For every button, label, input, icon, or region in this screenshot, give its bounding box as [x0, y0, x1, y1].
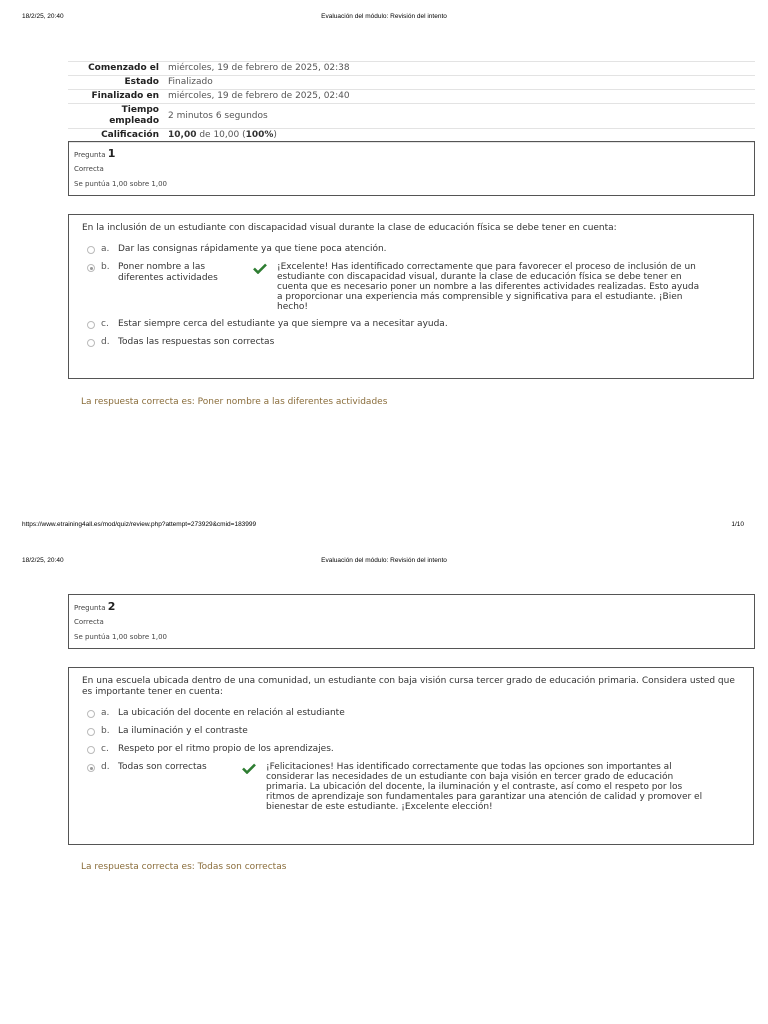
- answer-option[interactable]: [82, 319, 739, 330]
- question-content-box: [68, 667, 754, 845]
- summary-value: miércoles, 19 de febrero de 2025, 02:40: [164, 90, 755, 104]
- answer-option-selected[interactable]: [82, 262, 739, 312]
- answer-option[interactable]: [82, 337, 739, 348]
- summary-row: [68, 90, 755, 104]
- answer-option[interactable]: [82, 744, 739, 755]
- question-number-value: 1: [107, 147, 116, 160]
- print-date: 18/2/25, 20:40: [22, 557, 64, 564]
- summary-label: Estado: [68, 76, 164, 90]
- answer-text: La ubicación del docente en relación al estudiante: [118, 708, 345, 718]
- summary-label: Calificación: [68, 129, 164, 143]
- answer-option[interactable]: [82, 708, 739, 719]
- print-title: Evaluación del módulo: Revisión del intento: [321, 13, 447, 20]
- question-text: En la inclusión de un estudiante con discapacidad visual durante la clase de educación física se debe tener en cuenta:: [82, 223, 617, 233]
- radio-icon[interactable]: [87, 339, 95, 347]
- question-grade: Se puntúa 1,00 sobre 1,00: [74, 180, 168, 188]
- answer-text: Estar siempre cerca del estudiante ya que siempre va a necesitar ayuda.: [118, 319, 448, 329]
- radio-icon[interactable]: [87, 246, 95, 254]
- radio-icon[interactable]: [87, 264, 95, 272]
- answer-feedback: ¡Excelente! Has identificado correctamente que para favorecer el proceso de inclusión de un estudiante con discapacidad visual, durante la clase de educación física se debe tener en cuenta que es necesario poner un nombre a las diferentes actividades realizadas. Esto ayuda a proporcionar una experiencia más comprensible y significativa para el estudiante. ¡Bien hecho!: [277, 262, 700, 312]
- answer-letter: c.: [101, 744, 109, 754]
- answer-letter: a.: [101, 708, 110, 718]
- answer-letter: c.: [101, 319, 109, 329]
- answer-feedback: ¡Felicitaciones! Has identificado correctamente que todas las opciones son importantes al considerar las necesidades de un estudiante con baja visión en tercer grado de educación primaria. La ubicación del docente, la iluminación y el contraste, así como el respeto por los ritmos de aprendizaje son fundamentales para garantizar una atención de calidad y promover el bienestar de este estudiante. ¡Excelente elección!: [266, 762, 703, 812]
- question-label: Pregunta: [74, 151, 106, 159]
- summary-row: [68, 62, 755, 76]
- answer-text: Poner nombre a las diferentes actividades: [118, 262, 218, 283]
- answer-letter: d.: [101, 762, 110, 772]
- summary-value: Finalizado: [164, 76, 755, 90]
- grade-of: de 10,00 (: [196, 130, 246, 140]
- attempt-summary-table: [68, 61, 755, 143]
- question-number: [74, 147, 115, 160]
- page-number: 1/10: [731, 521, 744, 528]
- print-title: Evaluación del módulo: Revisión del intento: [321, 557, 447, 564]
- summary-row: [68, 76, 755, 90]
- question-info-box: [68, 594, 755, 649]
- radio-icon[interactable]: [87, 764, 95, 772]
- question-info-box: [68, 141, 755, 196]
- answer-option-selected[interactable]: [82, 762, 739, 812]
- question-text: En una escuela ubicada dentro de una comunidad, un estudiante con baja visión cursa tercer grado de educación primaria. Considera usted que es importante tener en cuenta:: [82, 676, 735, 697]
- answer-text: Respeto por el ritmo propio de los aprendizajes.: [118, 744, 334, 754]
- right-answer: La respuesta correcta es: Poner nombre a las diferentes actividades: [81, 397, 388, 407]
- check-icon: [253, 262, 277, 278]
- grade-close: ): [273, 130, 277, 140]
- answer-text: Dar las consignas rápidamente ya que tiene poca atención.: [118, 244, 387, 254]
- radio-icon[interactable]: [87, 321, 95, 329]
- summary-value: 2 minutos 6 segundos: [164, 104, 755, 129]
- answer-text: Todas las respuestas son correctas: [118, 337, 275, 347]
- question-state: Correcta: [74, 165, 104, 173]
- answer-text: Todas son correctas: [118, 762, 207, 772]
- question-label: Pregunta: [74, 604, 106, 612]
- grade-score: 10,00: [168, 130, 197, 140]
- answer-letter: b.: [101, 726, 110, 736]
- summary-label: Comenzado el: [68, 62, 164, 76]
- radio-icon[interactable]: [87, 746, 95, 754]
- radio-icon[interactable]: [87, 710, 95, 718]
- answer-letter: b.: [101, 262, 110, 272]
- question-content-box: [68, 214, 754, 379]
- question-grade: Se puntúa 1,00 sobre 1,00: [74, 633, 168, 641]
- radio-icon[interactable]: [87, 728, 95, 736]
- question-number-value: 2: [107, 600, 116, 613]
- answer-letter: a.: [101, 244, 110, 254]
- grade-percent: 100%: [245, 130, 274, 140]
- summary-value: miércoles, 19 de febrero de 2025, 02:38: [164, 62, 755, 76]
- check-icon: [242, 762, 266, 778]
- summary-row: [68, 104, 755, 129]
- answer-option[interactable]: [82, 726, 739, 737]
- answer-text: La iluminación y el contraste: [118, 726, 248, 736]
- summary-label: Finalizado en: [68, 90, 164, 104]
- right-answer: La respuesta correcta es: Todas son correctas: [81, 862, 287, 872]
- print-date: 18/2/25, 20:40: [22, 13, 64, 20]
- question-number: [74, 600, 115, 613]
- page-url: https://www.etraining4all.es/mod/quiz/review.php?attempt=273929&cmid=183999: [22, 521, 257, 528]
- answer-letter: d.: [101, 337, 110, 347]
- answer-option[interactable]: [82, 244, 739, 255]
- question-state: Correcta: [74, 618, 104, 626]
- summary-label: Tiempo empleado: [68, 104, 164, 129]
